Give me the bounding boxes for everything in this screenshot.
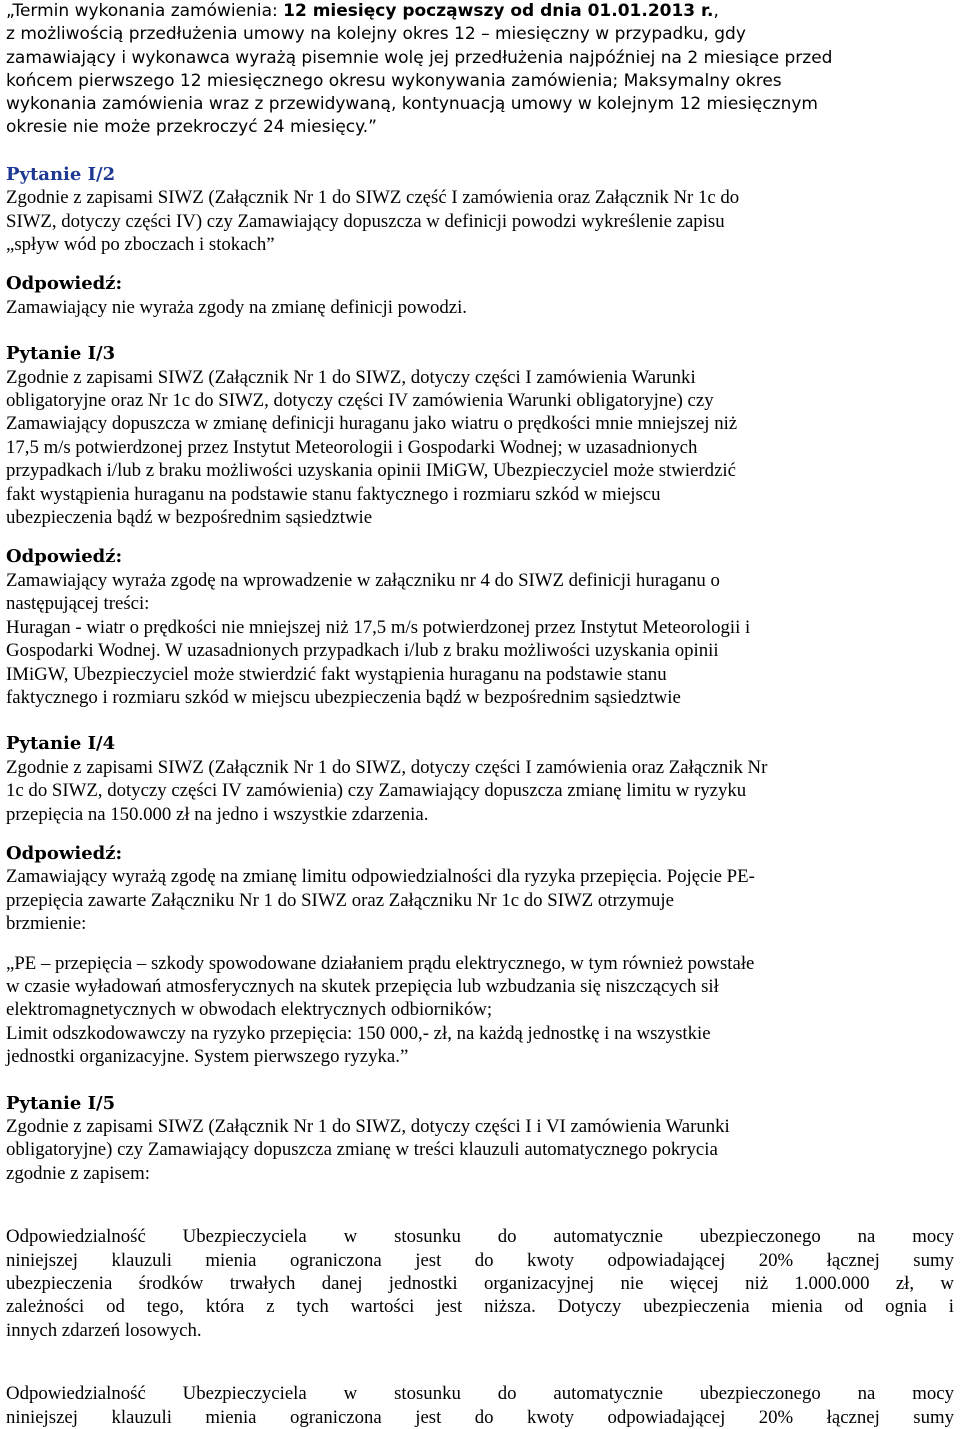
clause-line: niniejszej klauzuli mienia ograniczona jest do kwoty odpowiadającej 20% łącznej sumy [6, 1406, 954, 1428]
question-line: Zgodnie z zapisami SIWZ (Załącznik Nr 1 do SIWZ, dotyczy części I zamówienia Warunki [6, 366, 696, 388]
question-line: 1c do SIWZ, dotyczy części IV zamówienia) czy Zamawiający dopuszcza zmianę limitu w ryzyku [6, 780, 747, 802]
question-heading: Pytanie I/4 [6, 733, 116, 755]
quote-line: „PE – przepięcia – szkody spowodowane działaniem prądu elektrycznego, w tym również powstałe [6, 952, 755, 974]
question-5-section [6, 1092, 954, 1429]
spacer [6, 1185, 954, 1225]
question-line: Zgodnie z zapisami SIWZ (Załącznik Nr 1 do SIWZ, dotyczy części I zamówienia oraz Załącznik Nr [6, 756, 768, 778]
question-line: przepięcia na 150.000 zł na jedno i wszystkie zdarzenia. [6, 803, 429, 825]
answer-line: przepięcia zawarte Załączniku Nr 1 do SIWZ oraz Załączniku Nr 1c do SIWZ otrzymuje [6, 889, 674, 911]
intro-line: z możliwością przedłużenia umowy na kolejny okres 12 – miesięczny w przypadku, gdy [6, 24, 746, 45]
spacer [6, 256, 954, 272]
answer-line: faktycznego i rozmiaru szkód w miejscu ubezpieczenia bądź w bezpośrednim sąsiedztwie [6, 686, 681, 708]
question-line: zgodnie z zapisem: [6, 1162, 150, 1184]
answer-line: brzmienie: [6, 913, 87, 935]
spacer [6, 319, 954, 342]
intro-line: końcem pierwszego 12 miesięcznego okresu wykonywania zamówienia; Maksymalny okres [6, 70, 782, 91]
question-line: „spływ wód po zboczach i stokach” [6, 234, 275, 255]
answer-label: Odpowiedź: [6, 273, 123, 295]
answer-label: Odpowiedź: [6, 546, 123, 568]
spacer [6, 936, 954, 952]
question-line: ubezpieczenia bądź w bezpośrednim sąsiedztwie [6, 507, 373, 529]
quote-line: Limit odszkodowawczy na ryzyko przepięcia: 150 000,- zł, na każdą jednostkę i na wszystkie [6, 1022, 711, 1044]
clause-line: innych zdarzeń losowych. [6, 1319, 202, 1341]
question-line: fakt wystąpienia huraganu na podstawie stanu faktycznego i rozmiaru szkód w miejscu [6, 483, 661, 505]
spacer [6, 826, 954, 842]
clause-line: zależności od tego, która z tych wartości jest niższa. Dotyczy ubezpieczenia mienia od ognia i [6, 1296, 954, 1318]
answer-line: Zamawiający wyraża zgodę na wprowadzenie w załączniku nr 4 do SIWZ definicji huraganu o [6, 569, 720, 591]
answer-line: IMiGW, Ubezpieczyciel może stwierdzić fakt wystąpienia huraganu na podstawie stanu [6, 663, 667, 685]
spacer [6, 1342, 954, 1382]
clause-line: Odpowiedzialność Ubezpieczyciela w stosunku do automatycznie ubezpieczonego na mocy [6, 1226, 954, 1248]
document-page [6, 0, 954, 1429]
spacer [6, 529, 954, 545]
question-heading: Pytanie I/3 [6, 343, 116, 365]
question-line: Zgodnie z zapisami SIWZ (Załącznik Nr 1 do SIWZ część I zamówienia oraz Załącznik Nr 1c do [6, 187, 740, 209]
intro-line-1 [6, 0, 954, 23]
spacer [6, 140, 954, 163]
intro-deadline-bold: 12 miesięcy począwszy od dnia 01.01.2013 r. [283, 1, 714, 21]
intro-text-suffix: , [713, 1, 719, 21]
intro-text-prefix: „Termin wykonania zamówienia: [6, 1, 284, 21]
question-line: 17,5 m/s potwierdzonej przez Instytut Meteorologii i Gospodarki Wodnej; w uzasadnionych [6, 436, 698, 458]
question-3-section [6, 342, 954, 709]
answer-line: Zamawiający wyrażą zgodę na zmianę limitu odpowiedzialności dla ryzyka przepięcia. Pojęcie PE- [6, 866, 755, 888]
clause-line: Odpowiedzialność Ubezpieczyciela w stosunku do automatycznie ubezpieczonego na mocy [6, 1383, 954, 1405]
clause-line: niniejszej klauzuli mienia ograniczona jest do kwoty odpowiadającej 20% łącznej sumy [6, 1249, 954, 1271]
question-line: przypadkach i/lub z braku możliwości uzyskania opinii IMiGW, Ubezpieczyciel może stwierdzić [6, 460, 736, 482]
question-heading: Pytanie I/5 [6, 1092, 116, 1114]
answer-line: Zamawiający nie wyraża zgody na zmianę definicji powodzi. [6, 296, 467, 318]
clause-line: ubezpieczenia środków trwałych danej jednostki organizacyjnej nie więcej niż 1.000.000 zł, w [6, 1273, 954, 1295]
intro-line: okresie nie może przekroczyć 24 miesięcy.” [6, 117, 377, 138]
question-line: Zgodnie z zapisami SIWZ (Załącznik Nr 1 do SIWZ, dotyczy części I i VI zamówienia Warunki [6, 1116, 730, 1137]
quote-line: w czasie wyładowań atmosferycznych na skutek przepięcia lub wzbudzania się niszczących sił [6, 975, 719, 997]
intro-line: zamawiający i wykonawca wyrażą pisemnie wolę jej przedłużenia najpóźniej na 2 miesiące przed [6, 47, 833, 68]
question-line: SIWZ, dotyczy części IV) czy Zamawiający dopuszcza w definicji powodzi wykreślenie zapisu [6, 210, 725, 232]
spacer [6, 1069, 954, 1092]
question-line: obligatoryjne oraz Nr 1c do SIWZ, dotyczy części IV zamówienia Warunki obligatoryjne) czy [6, 390, 714, 412]
answer-label: Odpowiedź: [6, 842, 123, 864]
quote-line: elektromagnetycznych w obwodach elektrycznych odbiorników; [6, 999, 493, 1021]
question-line: obligatoryjne) czy Zamawiający dopuszcza zmianę w treści klauzuli automatycznego pokrycia [6, 1139, 718, 1161]
question-line: Zamawiający dopuszcza w zmianę definicji huraganu jako wiatru o prędkości mnie mniejszej niż [6, 413, 738, 435]
intro-section [6, 0, 954, 140]
answer-line: Huragan - wiatr o prędkości nie mniejszej niż 17,5 m/s potwierdzonej przez Instytut Meteorologii i [6, 616, 751, 638]
quote-line: jednostki organizacyjne. System pierwszego ryzyka.” [6, 1046, 409, 1068]
answer-line: następującej treści: [6, 593, 150, 615]
question-4-section [6, 732, 954, 1068]
spacer [6, 709, 954, 732]
question-heading: Pytanie I/2 [6, 163, 116, 185]
question-2-section [6, 163, 954, 319]
answer-line: Gospodarki Wodnej. W uzasadnionych przypadkach i/lub z braku możliwości uzyskania opinii [6, 640, 719, 662]
intro-line: wykonania zamówienia wraz z przewidywaną, kontynuacją umowy w kolejnym 12 miesięcznym [6, 94, 818, 115]
